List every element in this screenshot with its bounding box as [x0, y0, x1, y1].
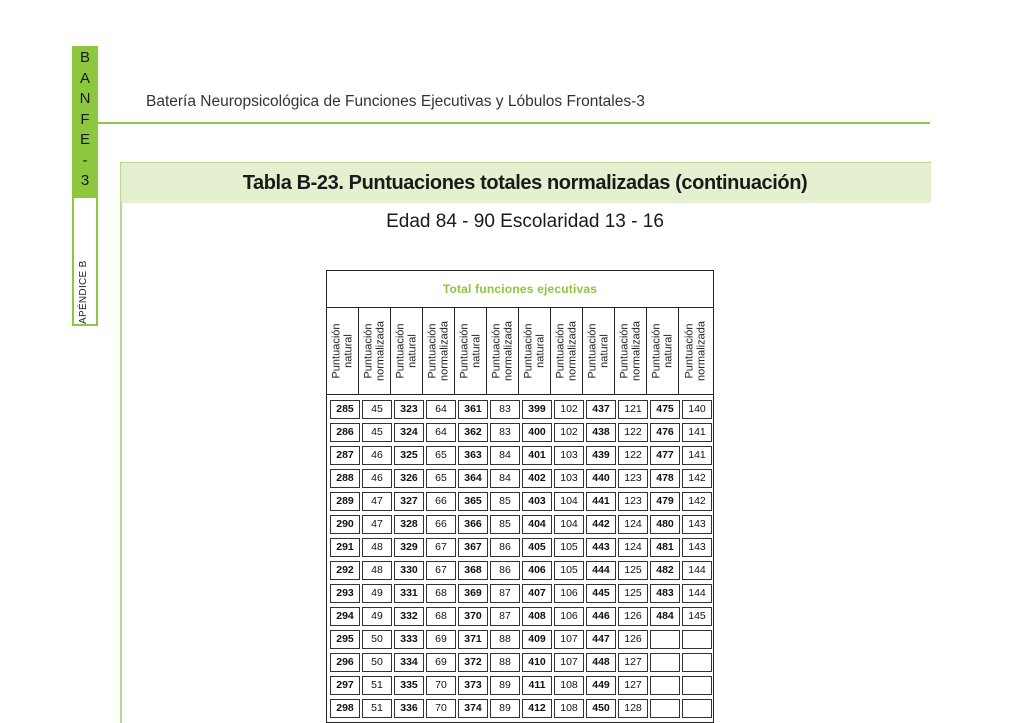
raw-score-cell: 449	[586, 676, 616, 695]
normalized-score-cell: 65	[426, 446, 456, 465]
raw-score-cell: 292	[330, 561, 360, 580]
raw-score-cell: 364	[458, 469, 488, 488]
normalized-score-cell: 106	[554, 607, 584, 626]
normalized-score-cell: 141	[682, 423, 712, 442]
table-row	[329, 537, 711, 560]
raw-score-cell: 294	[330, 607, 360, 626]
normalized-score-cell: 104	[554, 492, 584, 511]
raw-score-cell: 479	[650, 492, 680, 511]
raw-score-cell: 335	[394, 676, 424, 695]
side-tab-letter: F	[80, 110, 90, 128]
column-header	[647, 308, 679, 394]
raw-score-cell: 363	[458, 446, 488, 465]
table-row	[329, 422, 711, 445]
normalized-score-cell: 66	[426, 515, 456, 534]
normalized-score-cell: 107	[554, 630, 584, 649]
side-tab-letter: E	[79, 131, 90, 148]
side-tab-letter: -	[82, 151, 88, 169]
normalized-score-cell: 122	[618, 446, 648, 465]
normalized-score-cell: 86	[490, 538, 520, 557]
raw-score-cell: 410	[522, 653, 552, 672]
raw-score-cell: 409	[522, 630, 552, 649]
normalized-score-cell: 46	[362, 469, 392, 488]
normalized-score-cell: 143	[682, 538, 712, 557]
normalized-score-cell: 87	[490, 584, 520, 603]
column-header-label: Puntuación normalizada	[490, 321, 514, 381]
raw-score-cell: 298	[330, 699, 360, 718]
column-header	[455, 308, 487, 394]
raw-score-cell: 408	[522, 607, 552, 626]
table-row	[329, 629, 711, 652]
column-header-label: Puntuación natural	[394, 323, 418, 379]
raw-score-cell: 443	[586, 538, 616, 557]
normalized-score-cell	[682, 699, 712, 718]
side-tab-letter: A	[79, 69, 90, 87]
running-header: Batería Neuropsicológica de Funciones Ejecutivas y Lóbulos Frontales-3	[146, 93, 645, 110]
table-row	[329, 583, 711, 606]
raw-score-cell	[650, 653, 680, 672]
raw-score-cell: 295	[330, 630, 360, 649]
raw-score-cell: 476	[650, 423, 680, 442]
normalized-score-cell: 87	[490, 607, 520, 626]
normalized-score-cell: 83	[490, 423, 520, 442]
table-row	[329, 491, 711, 514]
normalized-score-cell: 45	[362, 423, 392, 442]
normalized-score-cell: 83	[490, 400, 520, 419]
raw-score-cell: 288	[330, 469, 360, 488]
normalized-score-cell: 69	[426, 630, 456, 649]
raw-score-cell: 332	[394, 607, 424, 626]
normalized-score-cell: 126	[618, 607, 648, 626]
normalized-score-cell: 70	[426, 699, 456, 718]
normalized-score-cell: 145	[682, 607, 712, 626]
normalized-score-cell	[682, 653, 712, 672]
column-header-label: Puntuación normalizada	[618, 321, 642, 381]
normalized-score-cell: 45	[362, 400, 392, 419]
raw-score-cell: 366	[458, 515, 488, 534]
raw-score-cell: 286	[330, 423, 360, 442]
raw-score-cell: 482	[650, 561, 680, 580]
normalized-score-cell: 123	[618, 492, 648, 511]
normalized-score-cell: 49	[362, 584, 392, 603]
raw-score-cell: 361	[458, 400, 488, 419]
side-tab-letter: N	[79, 90, 91, 107]
normalized-score-cell: 64	[426, 400, 456, 419]
raw-score-cell: 336	[394, 699, 424, 718]
side-tab-letter: 3	[80, 172, 90, 189]
normalized-score-cell	[682, 630, 712, 649]
side-tab-letter: B	[79, 49, 90, 66]
column-header	[583, 308, 615, 394]
raw-score-cell: 483	[650, 584, 680, 603]
normalized-score-cell: 106	[554, 584, 584, 603]
normalized-score-cell: 84	[490, 469, 520, 488]
raw-score-cell: 373	[458, 676, 488, 695]
normalized-score-cell: 85	[490, 515, 520, 534]
raw-score-cell: 365	[458, 492, 488, 511]
column-header-label: Puntuación natural	[650, 323, 674, 379]
table-row	[329, 445, 711, 468]
table-body	[327, 395, 713, 721]
normalized-score-cell: 70	[426, 676, 456, 695]
normalized-score-cell: 67	[426, 561, 456, 580]
raw-score-cell: 326	[394, 469, 424, 488]
table-row	[329, 606, 711, 629]
appendix-label: APÉNDICE B	[78, 260, 89, 324]
raw-score-cell: 478	[650, 469, 680, 488]
raw-score-cell: 404	[522, 515, 552, 534]
normalized-score-cell: 49	[362, 607, 392, 626]
raw-score-cell: 369	[458, 584, 488, 603]
normalized-score-cell: 103	[554, 469, 584, 488]
raw-score-cell: 370	[458, 607, 488, 626]
column-header-label: Puntuación natural	[330, 323, 354, 379]
raw-score-cell: 450	[586, 699, 616, 718]
normalized-score-cell: 102	[554, 423, 584, 442]
raw-score-cell: 333	[394, 630, 424, 649]
table-row	[329, 399, 711, 422]
raw-score-cell: 323	[394, 400, 424, 419]
normalized-score-cell: 143	[682, 515, 712, 534]
raw-score-cell: 328	[394, 515, 424, 534]
side-tab-letters	[72, 48, 98, 192]
raw-score-cell: 405	[522, 538, 552, 557]
raw-score-cell: 481	[650, 538, 680, 557]
table-row	[329, 652, 711, 675]
table-row	[329, 560, 711, 583]
column-header	[519, 308, 551, 394]
raw-score-cell: 475	[650, 400, 680, 419]
normalized-score-cell: 68	[426, 607, 456, 626]
column-header-label: Puntuación natural	[458, 323, 482, 379]
raw-score-cell: 480	[650, 515, 680, 534]
table-row	[329, 468, 711, 491]
raw-score-cell: 441	[586, 492, 616, 511]
normalized-score-cell: 69	[426, 653, 456, 672]
raw-score-cell: 296	[330, 653, 360, 672]
normalized-score-cell: 107	[554, 653, 584, 672]
raw-score-cell: 324	[394, 423, 424, 442]
raw-score-cell: 401	[522, 446, 552, 465]
normalized-score-cell: 89	[490, 699, 520, 718]
normalized-score-cell: 125	[618, 584, 648, 603]
raw-score-cell: 368	[458, 561, 488, 580]
column-header	[551, 308, 583, 394]
table-subtitle: Edad 84 - 90 Escolaridad 13 - 16	[386, 211, 664, 232]
raw-score-cell: 291	[330, 538, 360, 557]
normalized-score-cell: 86	[490, 561, 520, 580]
raw-score-cell: 327	[394, 492, 424, 511]
column-header-label: Puntuación normalizada	[683, 321, 707, 381]
raw-score-cell: 330	[394, 561, 424, 580]
raw-score-cell: 440	[586, 469, 616, 488]
normalized-score-cell: 65	[426, 469, 456, 488]
normalized-score-cell: 142	[682, 469, 712, 488]
raw-score-cell: 484	[650, 607, 680, 626]
raw-score-cell: 293	[330, 584, 360, 603]
raw-score-cell: 334	[394, 653, 424, 672]
normalized-score-cell: 105	[554, 561, 584, 580]
normalized-score-cell: 121	[618, 400, 648, 419]
normalized-score-cell: 144	[682, 561, 712, 580]
normalized-score-cell: 123	[618, 469, 648, 488]
column-headers	[327, 308, 713, 395]
normalized-score-cell: 48	[362, 561, 392, 580]
normalized-score-cell: 108	[554, 676, 584, 695]
raw-score-cell: 399	[522, 400, 552, 419]
normalized-score-cell: 104	[554, 515, 584, 534]
normalized-score-cell: 124	[618, 515, 648, 534]
normalized-score-cell: 67	[426, 538, 456, 557]
normalized-score-cell: 140	[682, 400, 712, 419]
normalized-score-cell: 128	[618, 699, 648, 718]
normalized-score-cell: 88	[490, 630, 520, 649]
normalized-score-cell: 108	[554, 699, 584, 718]
column-header-label: Puntuación natural	[586, 323, 610, 379]
raw-score-cell: 407	[522, 584, 552, 603]
normalized-score-cell: 122	[618, 423, 648, 442]
normalized-score-cell: 144	[682, 584, 712, 603]
raw-score-cell: 290	[330, 515, 360, 534]
raw-score-cell	[650, 630, 680, 649]
raw-score-cell: 439	[586, 446, 616, 465]
raw-score-cell: 362	[458, 423, 488, 442]
normalized-score-cell: 103	[554, 446, 584, 465]
raw-score-cell: 403	[522, 492, 552, 511]
normalized-score-cell: 102	[554, 400, 584, 419]
table-row	[329, 514, 711, 537]
header-rule	[98, 122, 930, 124]
norms-table	[326, 270, 714, 723]
raw-score-cell: 445	[586, 584, 616, 603]
normalized-score-cell: 47	[362, 515, 392, 534]
normalized-score-cell: 127	[618, 653, 648, 672]
panel-border	[120, 202, 122, 723]
raw-score-cell: 412	[522, 699, 552, 718]
raw-score-cell: 406	[522, 561, 552, 580]
normalized-score-cell: 68	[426, 584, 456, 603]
column-header	[359, 308, 391, 394]
raw-score-cell: 437	[586, 400, 616, 419]
normalized-score-cell	[682, 676, 712, 695]
raw-score-cell: 442	[586, 515, 616, 534]
column-header	[391, 308, 423, 394]
raw-score-cell: 446	[586, 607, 616, 626]
raw-score-cell	[650, 676, 680, 695]
normalized-score-cell: 141	[682, 446, 712, 465]
normalized-score-cell: 46	[362, 446, 392, 465]
raw-score-cell: 331	[394, 584, 424, 603]
table-title: Tabla B-23. Puntuaciones totales normalizadas (continuación)	[242, 172, 808, 194]
raw-score-cell: 400	[522, 423, 552, 442]
column-header-label: Puntuación natural	[522, 323, 546, 379]
normalized-score-cell: 126	[618, 630, 648, 649]
normalized-score-cell: 48	[362, 538, 392, 557]
normalized-score-cell: 50	[362, 653, 392, 672]
raw-score-cell: 411	[522, 676, 552, 695]
normalized-score-cell: 64	[426, 423, 456, 442]
raw-score-cell: 444	[586, 561, 616, 580]
raw-score-cell: 371	[458, 630, 488, 649]
normalized-score-cell: 50	[362, 630, 392, 649]
table-row	[329, 698, 711, 721]
normalized-score-cell: 66	[426, 492, 456, 511]
normalized-score-cell: 51	[362, 699, 392, 718]
raw-score-cell: 447	[586, 630, 616, 649]
normalized-score-cell: 88	[490, 653, 520, 672]
raw-score-cell	[650, 699, 680, 718]
raw-score-cell: 329	[394, 538, 424, 557]
normalized-score-cell: 124	[618, 538, 648, 557]
column-header-label: Puntuación normalizada	[554, 321, 578, 381]
normalized-score-cell: 51	[362, 676, 392, 695]
raw-score-cell: 367	[458, 538, 488, 557]
column-header	[423, 308, 455, 394]
normalized-score-cell: 89	[490, 676, 520, 695]
normalized-score-cell: 142	[682, 492, 712, 511]
table-row	[329, 675, 711, 698]
raw-score-cell: 448	[586, 653, 616, 672]
table-group-header: Total funciones ejecutivas	[327, 271, 713, 308]
normalized-score-cell: 47	[362, 492, 392, 511]
column-header	[679, 308, 713, 394]
column-header	[327, 308, 359, 394]
raw-score-cell: 374	[458, 699, 488, 718]
raw-score-cell: 297	[330, 676, 360, 695]
raw-score-cell: 477	[650, 446, 680, 465]
column-header-label: Puntuación normalizada	[362, 321, 386, 381]
normalized-score-cell: 105	[554, 538, 584, 557]
normalized-score-cell: 84	[490, 446, 520, 465]
normalized-score-cell: 125	[618, 561, 648, 580]
raw-score-cell: 402	[522, 469, 552, 488]
raw-score-cell: 285	[330, 400, 360, 419]
normalized-score-cell: 85	[490, 492, 520, 511]
raw-score-cell: 438	[586, 423, 616, 442]
raw-score-cell: 287	[330, 446, 360, 465]
column-header	[487, 308, 519, 394]
raw-score-cell: 325	[394, 446, 424, 465]
side-tab	[72, 46, 98, 326]
raw-score-cell: 289	[330, 492, 360, 511]
normalized-score-cell: 127	[618, 676, 648, 695]
column-header	[615, 308, 647, 394]
raw-score-cell: 372	[458, 653, 488, 672]
column-header-label: Puntuación normalizada	[426, 321, 450, 381]
